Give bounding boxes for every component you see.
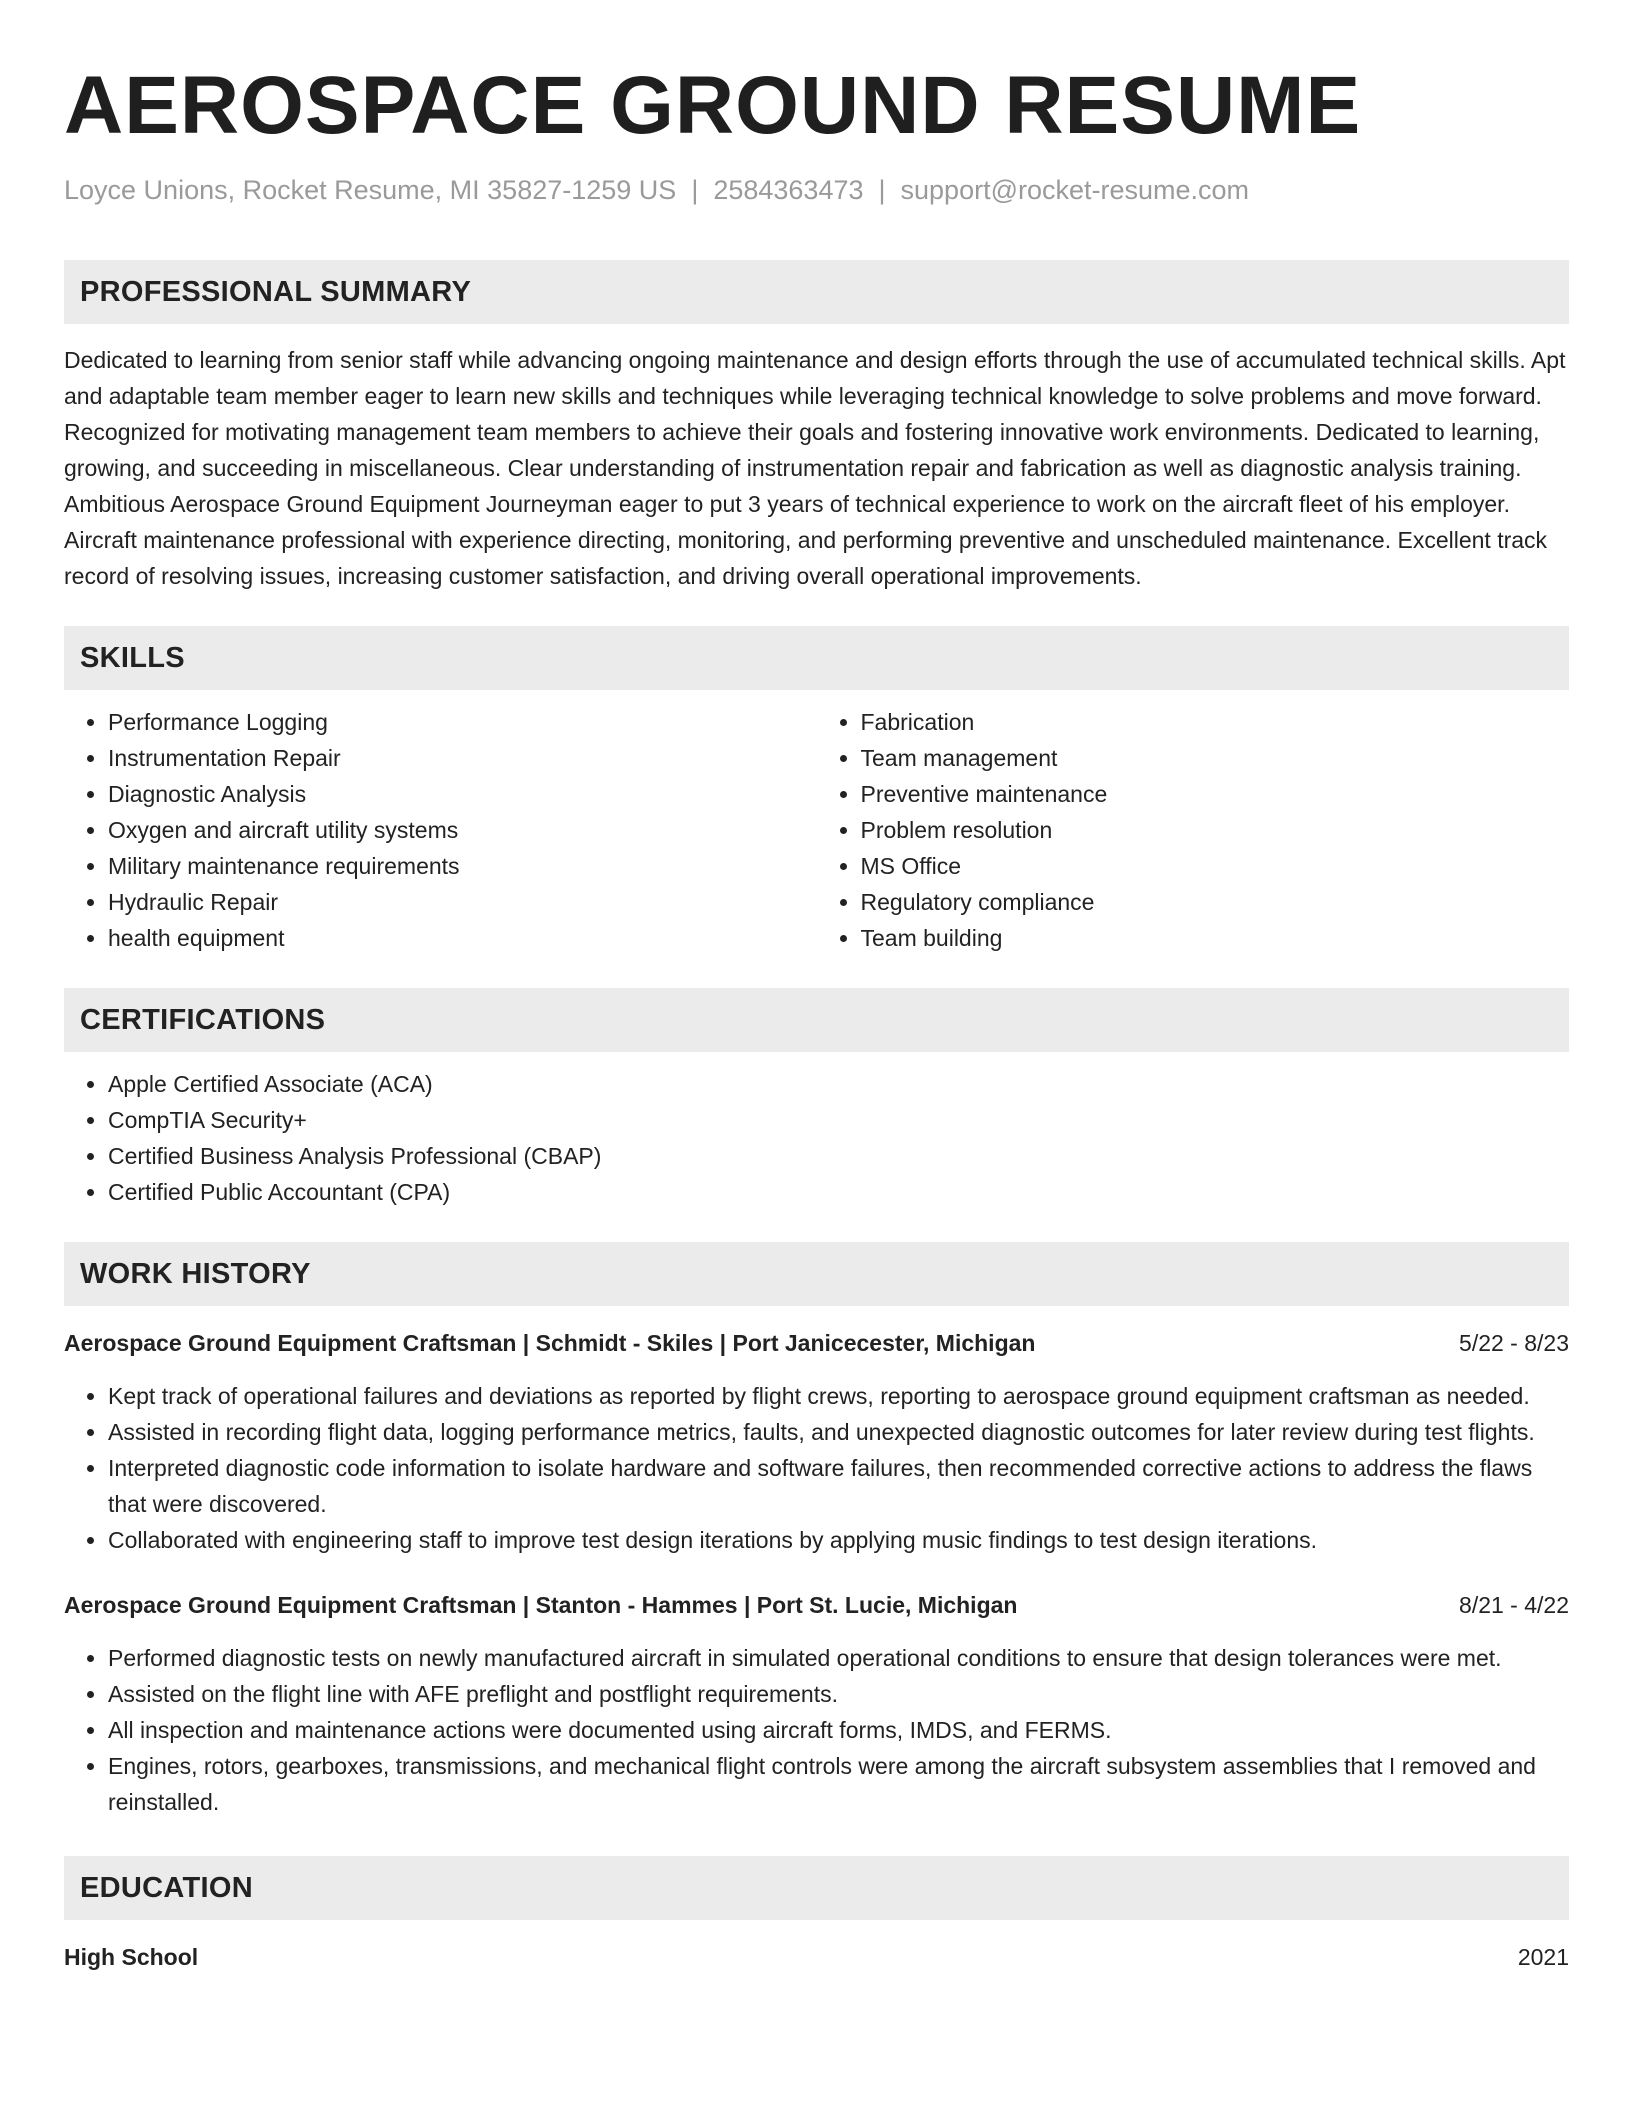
skill-item: • health equipment [108, 920, 817, 956]
skill-item: • Team management [861, 740, 1570, 776]
skill-item: • Hydraulic Repair [108, 884, 817, 920]
job-header [64, 1588, 1569, 1622]
skill-item: • Preventive maintenance [861, 776, 1570, 812]
certification-item: • Certified Public Accountant (CPA) [108, 1174, 1569, 1210]
job-entry [64, 1326, 1569, 1558]
skill-item: • Diagnostic Analysis [108, 776, 817, 812]
skills-columns [64, 704, 1569, 956]
job-bullet: • Assisted in recording flight data, logging performance metrics, faults, and unexpected diagnostic outcomes for later review during test flights. [108, 1414, 1569, 1450]
resume-title: AEROSPACE GROUND RESUME [64, 60, 1362, 151]
job-entry [64, 1588, 1569, 1820]
job-bullet: • Engines, rotors, gearboxes, transmissions, and mechanical flight controls were among the aircraft subsystem assemblies that I removed and reinstalled. [108, 1748, 1569, 1820]
contact-address: Loyce Unions, Rocket Resume, MI 35827-1259 US [64, 175, 677, 205]
job-dates: 8/21 - 4/22 [1459, 1592, 1569, 1618]
skill-item: • Military maintenance requirements [108, 848, 817, 884]
skill-item: • Team building [861, 920, 1570, 956]
certification-item: • Apple Certified Associate (ACA) [108, 1066, 1569, 1102]
summary-text: Dedicated to learning from senior staff while advancing ongoing maintenance and design efforts through the use of accumulated technical skills. Apt and adaptable team member eager to learn new skills and techniques while leveraging technical knowledge to solve problems and move forward. Recognized for motivating management team members to achieve their goals and fostering innovative work environments. Dedicated to learning, growing, and succeeding in miscellaneous. Clear understanding of instrumentation repair and fabrication as well as diagnostic analysis training. Ambitious Aerospace Ground Equipment Journeyman eager to put 3 years of technical experience to work on the aircraft fleet of his employer. Aircraft maintenance professional with experience directing, monitoring, and performing preventive and unscheduled maintenance. Excellent track record of resolving issues, increasing customer satisfaction, and driving overall operational improvements. [64, 347, 1566, 589]
section-header-skills: SKILLS [64, 626, 1569, 690]
contact-separator: | [691, 175, 699, 205]
job-title: Aerospace Ground Equipment Craftsman | Stanton - Hammes | Port St. Lucie, Michigan [64, 1592, 1018, 1618]
skill-item: • MS Office [861, 848, 1570, 884]
skill-item: • Instrumentation Repair [108, 740, 817, 776]
skill-item: • Regulatory compliance [861, 884, 1570, 920]
job-header [64, 1326, 1569, 1360]
skill-item: • Oxygen and aircraft utility systems [108, 812, 817, 848]
skill-item: • Problem resolution [861, 812, 1570, 848]
section-header-summary: PROFESSIONAL SUMMARY [64, 260, 1569, 324]
job-bullets [64, 1640, 1569, 1820]
job-dates: 5/22 - 8/23 [1459, 1330, 1569, 1356]
job-bullet: • Kept track of operational failures and deviations as reported by flight crews, reporting to aerospace ground equipment craftsman as needed. [108, 1378, 1569, 1414]
job-bullets [64, 1378, 1569, 1558]
skills-list-left [64, 704, 817, 956]
job-bullet: • Performed diagnostic tests on newly manufactured aircraft in simulated operational conditions to ensure that design tolerances were met. [108, 1640, 1569, 1676]
certification-item: • Certified Business Analysis Professional (CBAP) [108, 1138, 1569, 1174]
contact-separator: | [878, 175, 886, 205]
contact-phone: 2584363473 [713, 175, 864, 205]
job-bullet: • All inspection and maintenance actions were documented using aircraft forms, IMDS, and FERMS. [108, 1712, 1569, 1748]
education-entry [64, 1940, 1569, 1974]
contact-line [64, 172, 1569, 208]
contact-email: support@rocket-resume.com [900, 175, 1250, 205]
section-header-certifications: CERTIFICATIONS [64, 988, 1569, 1052]
skill-item: • Fabrication [861, 704, 1570, 740]
skills-list-right [817, 704, 1570, 956]
job-bullet: • Collaborated with engineering staff to improve test design iterations by applying music findings to test design iterations. [108, 1522, 1569, 1558]
certifications-list [64, 1066, 1569, 1210]
section-header-education: EDUCATION [64, 1856, 1569, 1920]
job-title: Aerospace Ground Equipment Craftsman | Schmidt - Skiles | Port Janicecester, Michigan [64, 1330, 1036, 1356]
certification-item: • CompTIA Security+ [108, 1102, 1569, 1138]
education-school: High School [64, 1944, 199, 1970]
job-bullet: • Interpreted diagnostic code information to isolate hardware and software failures, then recommended corrective actions to address the flaws that were discovered. [108, 1450, 1569, 1522]
section-header-work-history: WORK HISTORY [64, 1242, 1569, 1306]
education-year: 2021 [1517, 1944, 1569, 1970]
job-bullet: • Assisted on the flight line with AFE preflight and postflight requirements. [108, 1676, 1569, 1712]
skill-item: • Performance Logging [108, 704, 817, 740]
